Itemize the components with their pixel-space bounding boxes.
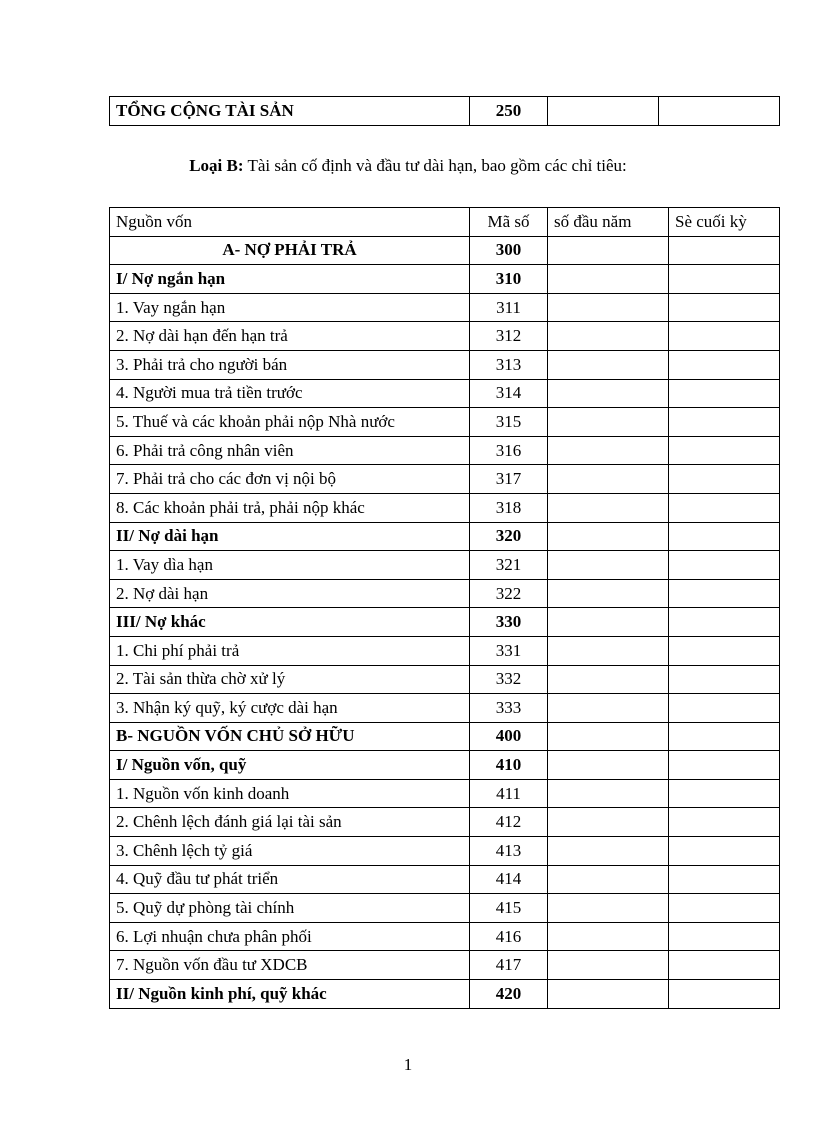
row-start-cell [548, 408, 669, 437]
row-code: 310 [470, 265, 548, 294]
row-code: 311 [470, 293, 548, 322]
row-code: 316 [470, 436, 548, 465]
row-start-cell [548, 751, 669, 780]
table-row [110, 779, 780, 808]
row-end-cell [669, 408, 780, 437]
row-code: 315 [470, 408, 548, 437]
table-row [110, 236, 780, 265]
row-code: 417 [470, 951, 548, 980]
row-end-cell [669, 322, 780, 351]
row-start-cell [548, 894, 669, 923]
row-start-cell [548, 694, 669, 723]
table-row [110, 894, 780, 923]
header-start: số đầu năm [548, 208, 669, 237]
section-intro-text: Tài sản cố định và đầu tư dài hạn, bao gồm các chỉ tiêu: [243, 156, 627, 175]
row-end-cell [669, 379, 780, 408]
row-end-cell [669, 436, 780, 465]
row-start-cell [548, 522, 669, 551]
row-label: II/ Nợ dài hạn [110, 522, 470, 551]
row-start-cell [548, 236, 669, 265]
row-label: 1. Vay ngắn hạn [110, 293, 470, 322]
row-start-cell [548, 579, 669, 608]
table-row [110, 951, 780, 980]
row-end-cell [669, 522, 780, 551]
row-label: 1. Chi phí phải trả [110, 636, 470, 665]
row-label: B- NGUỒN VỐN CHỦ SỞ HỮU [110, 722, 470, 751]
capital-sources-table [109, 207, 780, 1009]
row-start-cell [548, 350, 669, 379]
total-assets-start-cell [548, 97, 659, 126]
table-row [110, 980, 780, 1009]
row-label: 3. Chênh lệch tỷ giá [110, 837, 470, 866]
row-end-cell [669, 493, 780, 522]
row-label: 6. Lợi nhuận chưa phân phối [110, 922, 470, 951]
row-code: 331 [470, 636, 548, 665]
row-start-cell [548, 465, 669, 494]
total-assets-end-cell [659, 97, 780, 126]
row-start-cell [548, 551, 669, 580]
row-label: I/ Nguồn vốn, quỹ [110, 751, 470, 780]
section-intro-bold: Loại B: [189, 156, 244, 175]
row-end-cell [669, 694, 780, 723]
row-end-cell [669, 751, 780, 780]
table-row [110, 922, 780, 951]
row-label: 1. Nguồn vốn kinh doanh [110, 779, 470, 808]
row-label: 4. Quỹ đầu tư phát triển [110, 865, 470, 894]
header-code: Mã số [470, 208, 548, 237]
row-end-cell [669, 293, 780, 322]
row-code: 321 [470, 551, 548, 580]
row-label: 5. Thuế và các khoản phải nộp Nhà nước [110, 408, 470, 437]
row-start-cell [548, 722, 669, 751]
row-label: 7. Phải trả cho các đơn vị nội bộ [110, 465, 470, 494]
row-end-cell [669, 350, 780, 379]
row-end-cell [669, 980, 780, 1009]
row-end-cell [669, 951, 780, 980]
row-end-cell [669, 779, 780, 808]
row-start-cell [548, 980, 669, 1009]
row-start-cell [548, 265, 669, 294]
page-number: 1 [403, 1055, 413, 1074]
row-start-cell [548, 293, 669, 322]
row-code: 415 [470, 894, 548, 923]
row-start-cell [548, 493, 669, 522]
row-code: 300 [470, 236, 548, 265]
table-row [110, 97, 780, 126]
row-end-cell [669, 551, 780, 580]
row-end-cell [669, 236, 780, 265]
table-row [110, 722, 780, 751]
table-row [110, 293, 780, 322]
row-end-cell [669, 465, 780, 494]
row-label: 2. Nợ dài hạn [110, 579, 470, 608]
table-row [110, 436, 780, 465]
row-label: A- NỢ PHẢI TRẢ [110, 236, 470, 265]
row-label: 3. Phải trả cho người bán [110, 350, 470, 379]
table-header-row [110, 208, 780, 237]
table-row [110, 608, 780, 637]
row-label: III/ Nợ khác [110, 608, 470, 637]
row-label: II/ Nguồn kinh phí, quỹ khác [110, 980, 470, 1009]
header-name: Nguồn vốn [110, 208, 470, 237]
row-end-cell [669, 808, 780, 837]
row-code: 400 [470, 722, 548, 751]
row-label: 4. Người mua trả tiền trước [110, 379, 470, 408]
row-start-cell [548, 636, 669, 665]
row-end-cell [669, 265, 780, 294]
table-row [110, 837, 780, 866]
table-row [110, 379, 780, 408]
row-code: 333 [470, 694, 548, 723]
row-code: 412 [470, 808, 548, 837]
row-start-cell [548, 951, 669, 980]
row-label: 3. Nhận ký quỹ, ký cược dài hạn [110, 694, 470, 723]
table-row [110, 579, 780, 608]
row-code: 314 [470, 379, 548, 408]
row-start-cell [548, 808, 669, 837]
table-row [110, 493, 780, 522]
table-row [110, 350, 780, 379]
row-end-cell [669, 579, 780, 608]
row-code: 318 [470, 493, 548, 522]
table-row [110, 322, 780, 351]
row-start-cell [548, 322, 669, 351]
row-start-cell [548, 779, 669, 808]
row-label: I/ Nợ ngắn hạn [110, 265, 470, 294]
table-row [110, 551, 780, 580]
row-end-cell [669, 608, 780, 637]
row-code: 313 [470, 350, 548, 379]
row-end-cell [669, 722, 780, 751]
row-start-cell [548, 837, 669, 866]
row-code: 413 [470, 837, 548, 866]
row-start-cell [548, 379, 669, 408]
row-label: 8. Các khoản phải trả, phải nộp khác [110, 493, 470, 522]
row-end-cell [669, 636, 780, 665]
row-label: 2. Nợ dài hạn đến hạn trả [110, 322, 470, 351]
row-start-cell [548, 865, 669, 894]
total-assets-table [109, 96, 780, 126]
row-label: 2. Tài sản thừa chờ xử lý [110, 665, 470, 694]
row-code: 322 [470, 579, 548, 608]
row-code: 332 [470, 665, 548, 694]
row-label: 1. Vay dìa hạn [110, 551, 470, 580]
row-end-cell [669, 837, 780, 866]
row-end-cell [669, 865, 780, 894]
table-row [110, 522, 780, 551]
row-code: 420 [470, 980, 548, 1009]
row-label: 5. Quỹ dự phòng tài chính [110, 894, 470, 923]
row-start-cell [548, 665, 669, 694]
row-code: 410 [470, 751, 548, 780]
capital-sources-body [110, 208, 780, 1009]
row-code: 416 [470, 922, 548, 951]
table-row [110, 408, 780, 437]
table-row [110, 665, 780, 694]
row-end-cell [669, 894, 780, 923]
row-start-cell [548, 608, 669, 637]
row-start-cell [548, 436, 669, 465]
table-row [110, 751, 780, 780]
table-row [110, 865, 780, 894]
row-label: 2. Chênh lệch đánh giá lại tài sản [110, 808, 470, 837]
row-code: 414 [470, 865, 548, 894]
row-end-cell [669, 665, 780, 694]
table-row [110, 694, 780, 723]
row-code: 320 [470, 522, 548, 551]
row-code: 312 [470, 322, 548, 351]
section-intro [0, 156, 816, 176]
row-label: 7. Nguồn vốn đầu tư XDCB [110, 951, 470, 980]
table-row [110, 465, 780, 494]
row-start-cell [548, 922, 669, 951]
row-code: 317 [470, 465, 548, 494]
row-end-cell [669, 922, 780, 951]
row-code: 411 [470, 779, 548, 808]
table-row [110, 808, 780, 837]
row-label: 6. Phải trả công nhân viên [110, 436, 470, 465]
table-row [110, 265, 780, 294]
total-assets-code: 250 [470, 97, 548, 126]
total-assets-label: TỔNG CỘNG TÀI SẢN [110, 97, 470, 126]
row-code: 330 [470, 608, 548, 637]
header-end: Sè cuối kỳ [669, 208, 780, 237]
table-row [110, 636, 780, 665]
